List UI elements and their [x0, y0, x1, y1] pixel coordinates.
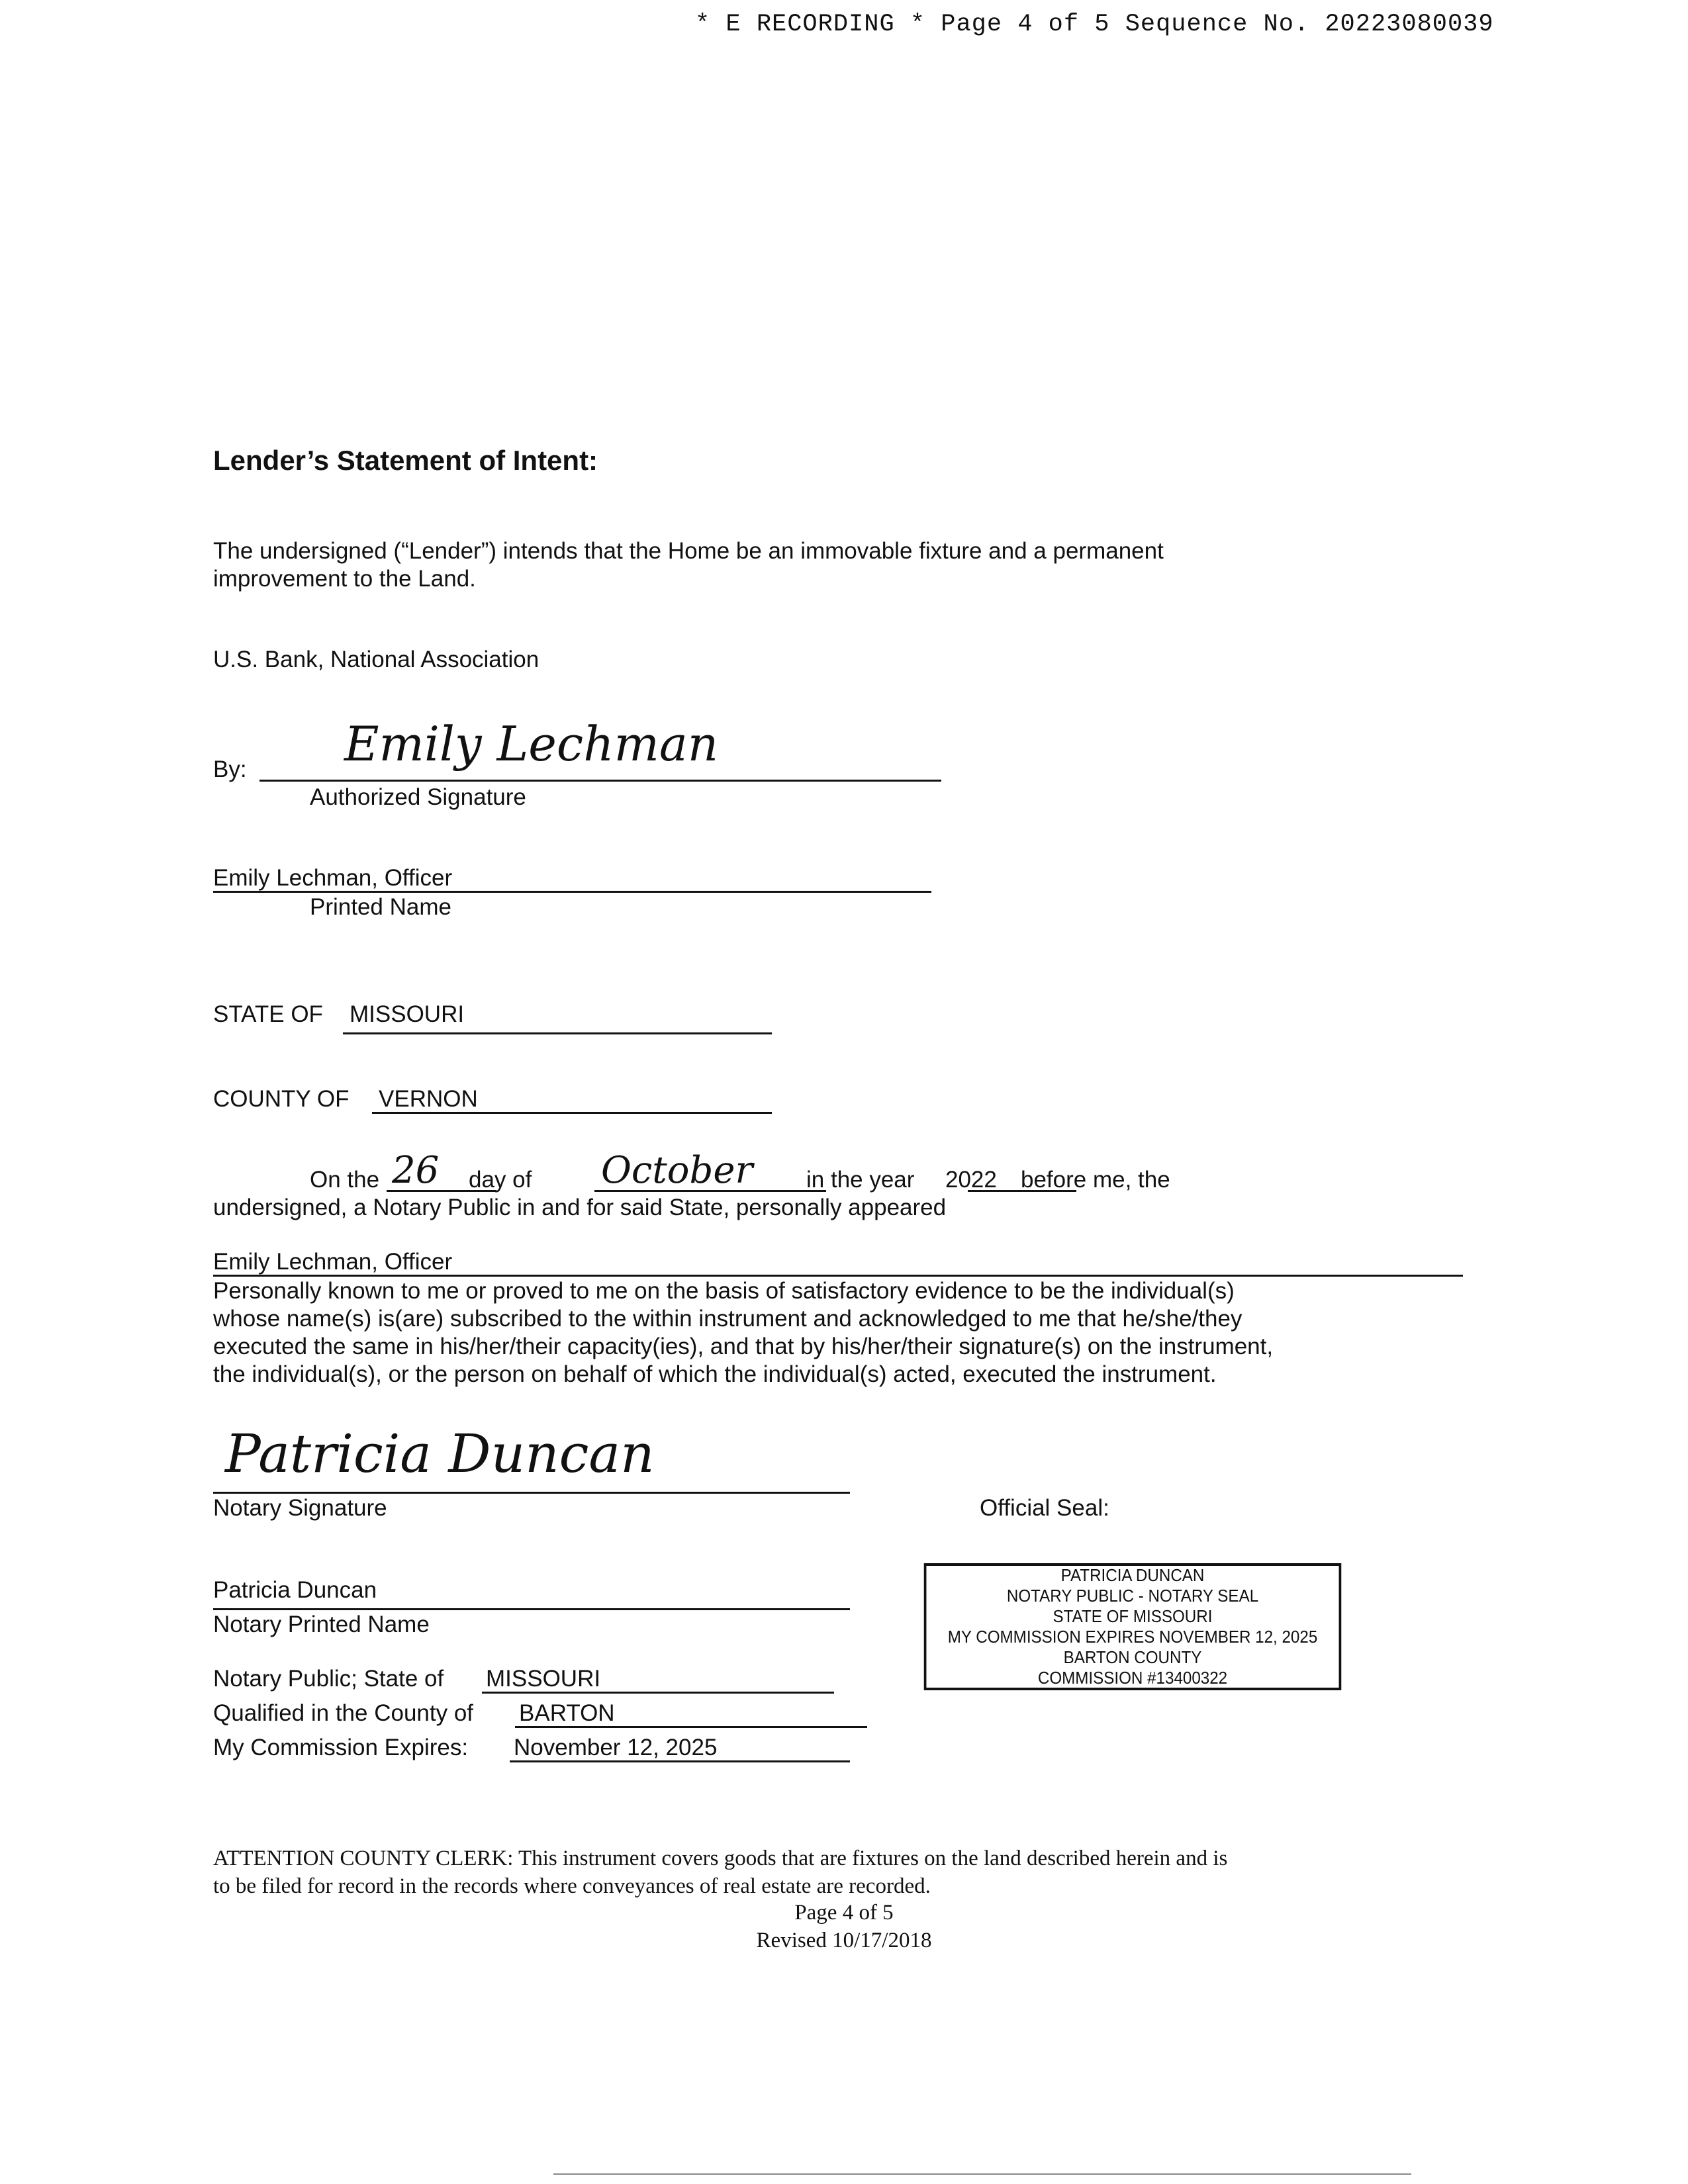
notary-state-value: MISSOURI	[486, 1666, 601, 1692]
seal-line-2: NOTARY PUBLIC - NOTARY SEAL	[1006, 1586, 1259, 1606]
seal-line-4: MY COMMISSION EXPIRES NOVEMBER 12, 2025	[947, 1627, 1318, 1647]
intent-line-2: improvement to the Land.	[213, 566, 476, 592]
appeared-line	[213, 1275, 1463, 1277]
official-seal-label: Official Seal:	[980, 1495, 1109, 1521]
attention-line-2: to be filed for record in the records where conveyances of real estate are recorded.	[213, 1874, 931, 1898]
expires-value: November 12, 2025	[514, 1735, 718, 1760]
notary-seal	[924, 1563, 1342, 1690]
notary-state-line	[482, 1692, 834, 1694]
day-line	[387, 1190, 496, 1192]
notary-printed-label: Notary Printed Name	[213, 1612, 430, 1637]
ack-on-the: On the	[310, 1167, 380, 1193]
body-line-2: whose name(s) is(are) subscribed to the within instrument and acknowledged to me that he/she/they	[213, 1306, 1243, 1332]
seal-line-6: COMMISSION #13400322	[1037, 1668, 1228, 1688]
ack-line-2: undersigned, a Notary Public in and for said State, personally appeared	[213, 1195, 947, 1220]
county-line	[372, 1112, 772, 1114]
state-line	[343, 1032, 772, 1034]
ack-year-value: 2022	[945, 1167, 997, 1193]
notary-printed-value: Patricia Duncan	[213, 1577, 377, 1603]
qualified-value: BARTON	[519, 1700, 615, 1726]
lender-signature: Emily Lechman	[344, 716, 719, 772]
lender-name: U.S. Bank, National Association	[213, 647, 539, 672]
printed-name-label: Printed Name	[310, 894, 451, 920]
intent-line-1: The undersigned (“Lender”) intends that the Home be an immovable fixture and a permanent	[213, 538, 1164, 564]
body-line-3: executed the same in his/her/their capacity(ies), and that by his/her/their signature(s) on the instrument,	[213, 1334, 1274, 1359]
notary-printed-line	[213, 1608, 850, 1610]
seal-line-3: STATE OF MISSOURI	[1053, 1606, 1213, 1626]
ack-before-me: before me, the	[1021, 1167, 1170, 1193]
seal-line-5: BARTON COUNTY	[1063, 1647, 1202, 1667]
appeared-name: Emily Lechman, Officer	[213, 1249, 453, 1275]
revised-date: Revised 10/17/2018	[756, 1929, 932, 1952]
month-line	[594, 1190, 826, 1192]
expires-line	[510, 1760, 850, 1762]
attention-line-1: ATTENTION COUNTY CLERK: This instrument covers goods that are fixtures on the land described herein and is	[213, 1846, 1228, 1870]
recording-header: * E RECORDING * Page 4 of 5 Sequence No. 20223080039	[695, 11, 1494, 38]
bottom-rule	[553, 2173, 1411, 2175]
notary-state-label: Notary Public; State of	[213, 1666, 444, 1692]
page-title: Lender’s Statement of Intent:	[213, 445, 598, 476]
body-line-1: Personally known to me or proved to me on the basis of satisfactory evidence to be the individual(s)	[213, 1278, 1235, 1304]
county-label: COUNTY OF	[213, 1086, 350, 1112]
signature-line	[259, 780, 941, 782]
ack-in-the-year: in the year	[806, 1167, 915, 1193]
ack-month-value: October	[601, 1149, 753, 1192]
body-line-4: the individual(s), or the person on behalf of which the individual(s) acted, executed the instrument.	[213, 1361, 1217, 1387]
seal-line-1: PATRICIA DUNCAN	[1060, 1565, 1205, 1585]
state-value: MISSOURI	[350, 1001, 465, 1027]
authorized-signature-label: Authorized Signature	[310, 784, 526, 810]
ack-day-value: 26	[392, 1149, 440, 1192]
acknowledgment-paragraph	[213, 1277, 1471, 1388]
qualified-line	[515, 1726, 867, 1728]
notary-signature: Patricia Duncan	[225, 1423, 655, 1484]
expires-label: My Commission Expires:	[213, 1735, 469, 1760]
county-value: VERNON	[379, 1086, 478, 1112]
notary-signature-label: Notary Signature	[213, 1495, 387, 1521]
printed-name-line	[213, 891, 931, 893]
by-label: By:	[213, 756, 247, 782]
qualified-label: Qualified in the County of	[213, 1700, 474, 1726]
ack-day-of: day of	[469, 1167, 532, 1193]
notary-signature-line	[213, 1492, 850, 1494]
state-label: STATE OF	[213, 1001, 323, 1027]
printed-name-value: Emily Lechman, Officer	[213, 865, 453, 891]
page-number: Page 4 of 5	[794, 1901, 894, 1925]
